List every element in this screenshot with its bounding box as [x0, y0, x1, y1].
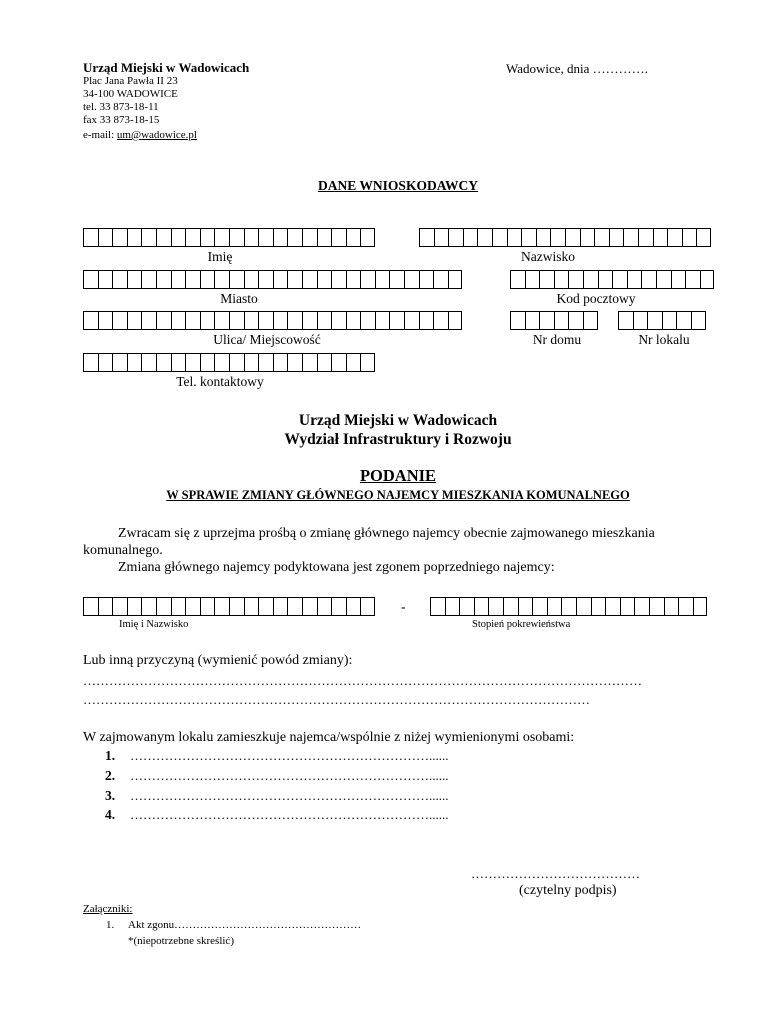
application-title: PODANIE — [359, 466, 437, 485]
char-box[interactable] — [258, 311, 273, 330]
char-box[interactable] — [576, 597, 591, 616]
char-box[interactable] — [98, 597, 113, 616]
resident-row[interactable] — [105, 806, 449, 824]
char-box[interactable] — [258, 270, 273, 289]
attachment-item: Akt zgonu…………………………………………… — [128, 919, 362, 931]
char-box[interactable] — [214, 311, 229, 330]
char-box[interactable] — [503, 597, 518, 616]
char-box[interactable] — [273, 228, 288, 247]
char-box[interactable] — [448, 311, 463, 330]
street-boxes[interactable] — [83, 311, 462, 330]
char-box[interactable] — [127, 353, 142, 372]
char-box[interactable] — [229, 597, 244, 616]
char-box[interactable] — [287, 270, 302, 289]
char-box[interactable] — [647, 311, 662, 330]
char-box[interactable] — [554, 311, 569, 330]
relation-boxes[interactable] — [430, 597, 707, 616]
attachment-note: *(niepotrzebne skreślić) — [128, 935, 234, 947]
char-box[interactable] — [302, 597, 317, 616]
char-box[interactable] — [696, 228, 711, 247]
address-line: Plac Jana Pawła II 23 — [83, 75, 178, 87]
char-box[interactable] — [433, 311, 448, 330]
char-box[interactable] — [678, 597, 693, 616]
char-box[interactable] — [547, 597, 562, 616]
char-box[interactable] — [171, 353, 186, 372]
char-box[interactable] — [171, 270, 186, 289]
char-box[interactable] — [185, 270, 200, 289]
resident-number: 2. — [105, 768, 116, 783]
char-box[interactable] — [83, 228, 98, 247]
recipient-office: Urząd Miejski w Wadowicach — [298, 412, 498, 429]
char-box[interactable] — [521, 228, 536, 247]
char-box[interactable] — [287, 597, 302, 616]
recipient-department: Wydział Infrastruktury i Rozwoju — [284, 431, 512, 448]
char-box[interactable] — [507, 228, 522, 247]
char-box[interactable] — [430, 597, 445, 616]
address-line: fax 33 873-18-15 — [83, 114, 160, 126]
char-box[interactable] — [331, 270, 346, 289]
char-box[interactable] — [360, 270, 375, 289]
char-box[interactable] — [360, 311, 375, 330]
char-box[interactable] — [141, 353, 156, 372]
char-box[interactable] — [664, 597, 679, 616]
char-box[interactable] — [287, 228, 302, 247]
city-boxes[interactable] — [83, 270, 462, 289]
postal-code-boxes[interactable] — [510, 270, 714, 289]
char-box[interactable] — [404, 311, 419, 330]
char-box[interactable] — [510, 270, 525, 289]
char-box[interactable] — [448, 228, 463, 247]
char-box[interactable] — [98, 311, 113, 330]
house-no-boxes[interactable] — [510, 311, 598, 330]
char-box[interactable] — [258, 228, 273, 247]
char-box[interactable] — [583, 311, 598, 330]
char-box[interactable] — [127, 228, 142, 247]
char-box[interactable] — [623, 228, 638, 247]
char-box[interactable] — [389, 311, 404, 330]
char-box[interactable] — [656, 270, 671, 289]
char-box[interactable] — [641, 270, 656, 289]
char-box[interactable] — [667, 228, 682, 247]
char-box[interactable] — [244, 228, 259, 247]
char-box[interactable] — [112, 597, 127, 616]
char-box[interactable] — [375, 311, 390, 330]
char-box[interactable] — [331, 597, 346, 616]
char-box[interactable] — [229, 228, 244, 247]
signature-line[interactable]: ………………………………… — [471, 866, 640, 881]
resident-number: 3. — [105, 788, 116, 803]
char-box[interactable] — [244, 311, 259, 330]
char-box[interactable] — [83, 270, 98, 289]
successor-name-boxes[interactable] — [83, 597, 375, 616]
char-box[interactable] — [360, 228, 375, 247]
paragraph-2: Zmiana głównego najemcy podyktowana jest zgonem poprzedniego najemcy: — [118, 560, 555, 575]
char-box[interactable] — [287, 353, 302, 372]
char-box[interactable] — [200, 228, 215, 247]
char-box[interactable] — [360, 597, 375, 616]
char-box[interactable] — [214, 353, 229, 372]
char-box[interactable] — [620, 597, 635, 616]
char-box[interactable] — [98, 228, 113, 247]
char-box[interactable] — [83, 311, 98, 330]
signature-label: (czytelny podpis) — [519, 883, 617, 898]
char-box[interactable] — [638, 228, 653, 247]
char-box[interactable] — [550, 228, 565, 247]
char-box[interactable] — [510, 311, 525, 330]
char-box[interactable] — [360, 353, 375, 372]
successor-name-label: Imię i Nazwisko — [119, 619, 189, 630]
char-box[interactable] — [682, 228, 697, 247]
char-box[interactable] — [229, 311, 244, 330]
flat-no-label: Nr lokalu — [638, 332, 690, 347]
email-link[interactable]: um@wadowice.pl — [116, 129, 197, 141]
char-box[interactable] — [488, 597, 503, 616]
char-box[interactable] — [141, 597, 156, 616]
char-box[interactable] — [156, 353, 171, 372]
char-box[interactable] — [594, 228, 609, 247]
char-box[interactable] — [112, 311, 127, 330]
char-box[interactable] — [214, 597, 229, 616]
house-no-label: Nr domu — [532, 332, 582, 347]
char-box[interactable] — [649, 597, 664, 616]
char-box[interactable] — [404, 270, 419, 289]
flat-no-boxes[interactable] — [618, 311, 706, 330]
phone-label: Tel. kontaktowy — [176, 374, 264, 389]
char-box[interactable] — [258, 597, 273, 616]
city-label: Miasto — [220, 291, 258, 306]
char-box[interactable] — [693, 597, 708, 616]
char-box[interactable] — [346, 597, 361, 616]
office-name: Urząd Miejski w Wadowicach — [83, 60, 250, 75]
char-box[interactable] — [127, 311, 142, 330]
postal-code-label: Kod pocztowy — [556, 291, 636, 306]
reason-line-1[interactable]: ………………………………………………………………………………………………………………… — [83, 673, 642, 688]
char-box[interactable] — [171, 311, 186, 330]
first-name-boxes[interactable] — [83, 228, 375, 247]
char-box[interactable] — [583, 270, 598, 289]
char-box[interactable] — [302, 353, 317, 372]
char-box[interactable] — [565, 228, 580, 247]
char-box[interactable] — [691, 311, 706, 330]
application-subject: W SPRAWIE ZMIANY GŁÓWNEGO NAJEMCY MIESZKANIA KOMUNALNEGO — [166, 488, 630, 502]
resident-dots: ……………………………………………………………...... — [130, 768, 449, 783]
char-box[interactable] — [302, 270, 317, 289]
resident-dots: ……………………………………………………………...... — [130, 807, 449, 822]
char-box[interactable] — [346, 353, 361, 372]
char-box[interactable] — [331, 353, 346, 372]
resident-dots: ……………………………………………………………...... — [130, 748, 449, 763]
char-box[interactable] — [200, 353, 215, 372]
char-box[interactable] — [561, 597, 576, 616]
address-line: tel. 33 873-18-11 — [83, 101, 159, 113]
resident-number: 1. — [105, 748, 116, 763]
char-box[interactable] — [302, 311, 317, 330]
attachments-title: Załączniki: — [83, 903, 133, 915]
char-box[interactable] — [568, 311, 583, 330]
char-box[interactable] — [459, 597, 474, 616]
char-box[interactable] — [287, 311, 302, 330]
char-box[interactable] — [434, 228, 449, 247]
char-box[interactable] — [346, 270, 361, 289]
char-box[interactable] — [331, 228, 346, 247]
char-box[interactable] — [474, 597, 489, 616]
char-box[interactable] — [185, 311, 200, 330]
char-box[interactable] — [448, 270, 463, 289]
char-box[interactable] — [229, 270, 244, 289]
char-box[interactable] — [653, 228, 668, 247]
char-box[interactable] — [156, 597, 171, 616]
char-box[interactable] — [185, 597, 200, 616]
char-box[interactable] — [317, 353, 332, 372]
resident-row[interactable] — [105, 767, 449, 785]
char-box[interactable] — [598, 270, 613, 289]
char-box[interactable] — [568, 270, 583, 289]
char-box[interactable] — [445, 597, 460, 616]
char-box[interactable] — [185, 353, 200, 372]
relation-label: Stopień pokrewieństwa — [472, 619, 571, 630]
place-date: Wadowice, dnia …………. — [506, 61, 648, 76]
char-box[interactable] — [83, 597, 98, 616]
char-box[interactable] — [618, 311, 633, 330]
char-box[interactable] — [171, 228, 186, 247]
char-box[interactable] — [536, 228, 551, 247]
residents-intro: W zajmowanym lokalu zamieszkuje najemca/wspólnie z niżej wymienionymi osobami: — [83, 730, 575, 745]
char-box[interactable] — [141, 270, 156, 289]
char-box[interactable] — [98, 270, 113, 289]
char-box[interactable] — [662, 311, 677, 330]
char-box[interactable] — [317, 270, 332, 289]
char-box[interactable] — [214, 270, 229, 289]
char-box[interactable] — [539, 270, 554, 289]
resident-row[interactable] — [105, 787, 449, 805]
other-reason-label: Lub inną przyczyną (wymienić powód zmiany): — [83, 653, 353, 668]
char-box[interactable] — [634, 597, 649, 616]
char-box[interactable] — [229, 353, 244, 372]
char-box[interactable] — [518, 597, 533, 616]
char-box[interactable] — [141, 228, 156, 247]
paragraph-1-line-1: Zwracam się z uprzejma prośbą o zmianę głównego najemcy obecnie zajmowanego mieszkania — [118, 526, 655, 541]
char-box[interactable] — [83, 353, 98, 372]
char-box[interactable] — [346, 311, 361, 330]
char-box[interactable] — [273, 597, 288, 616]
dash-separator: - — [401, 599, 406, 614]
attachment-number: 1. — [106, 919, 115, 931]
char-box[interactable] — [477, 228, 492, 247]
char-box[interactable] — [532, 597, 547, 616]
first-name-label: Imię — [207, 249, 233, 264]
char-box[interactable] — [612, 270, 627, 289]
char-box[interactable] — [302, 228, 317, 247]
char-box[interactable] — [554, 270, 569, 289]
char-box[interactable] — [112, 353, 127, 372]
reason-line-2[interactable]: ……………………………………………………………………………………………………… — [83, 692, 590, 707]
char-box[interactable] — [244, 353, 259, 372]
char-box[interactable] — [605, 597, 620, 616]
char-box[interactable] — [273, 270, 288, 289]
char-box[interactable] — [200, 597, 215, 616]
char-box[interactable] — [419, 228, 434, 247]
address-line: 34-100 WADOWICE — [83, 88, 178, 100]
char-box[interactable] — [156, 270, 171, 289]
resident-number: 4. — [105, 807, 116, 822]
char-box[interactable] — [171, 597, 186, 616]
char-box[interactable] — [539, 311, 554, 330]
char-box[interactable] — [112, 228, 127, 247]
char-box[interactable] — [419, 311, 434, 330]
char-box[interactable] — [156, 311, 171, 330]
char-box[interactable] — [127, 270, 142, 289]
char-box[interactable] — [317, 311, 332, 330]
char-box[interactable] — [591, 597, 606, 616]
char-box[interactable] — [244, 597, 259, 616]
char-box[interactable] — [273, 311, 288, 330]
char-box[interactable] — [627, 270, 642, 289]
char-box[interactable] — [317, 597, 332, 616]
char-box[interactable] — [273, 353, 288, 372]
last-name-boxes[interactable] — [419, 228, 711, 247]
paragraph-1-line-2: komunalnego. — [83, 543, 163, 558]
email-label: e-mail: — [83, 129, 117, 141]
char-box[interactable] — [700, 270, 715, 289]
phone-boxes[interactable] — [83, 353, 375, 372]
char-box[interactable] — [214, 228, 229, 247]
section-title: DANE WNIOSKODAWCY — [318, 178, 478, 193]
char-box[interactable] — [433, 270, 448, 289]
char-box[interactable] — [156, 228, 171, 247]
char-box[interactable] — [127, 597, 142, 616]
char-box[interactable] — [492, 228, 507, 247]
char-box[interactable] — [98, 353, 113, 372]
char-box[interactable] — [112, 270, 127, 289]
char-box[interactable] — [346, 228, 361, 247]
char-box[interactable] — [200, 311, 215, 330]
char-box[interactable] — [258, 353, 273, 372]
char-box[interactable] — [685, 270, 700, 289]
char-box[interactable] — [633, 311, 648, 330]
resident-row[interactable] — [105, 747, 449, 765]
char-box[interactable] — [525, 270, 540, 289]
char-box[interactable] — [317, 228, 332, 247]
char-box[interactable] — [141, 311, 156, 330]
char-box[interactable] — [200, 270, 215, 289]
char-box[interactable] — [463, 228, 478, 247]
char-box[interactable] — [580, 228, 595, 247]
char-box[interactable] — [671, 270, 686, 289]
char-box[interactable] — [331, 311, 346, 330]
char-box[interactable] — [375, 270, 390, 289]
resident-dots: ……………………………………………………………...... — [130, 788, 449, 803]
char-box[interactable] — [676, 311, 691, 330]
char-box[interactable] — [419, 270, 434, 289]
char-box[interactable] — [389, 270, 404, 289]
char-box[interactable] — [525, 311, 540, 330]
last-name-label: Nazwisko — [521, 249, 575, 264]
street-label: Ulica/ Miejscowość — [213, 332, 321, 347]
char-box[interactable] — [185, 228, 200, 247]
char-box[interactable] — [244, 270, 259, 289]
char-box[interactable] — [609, 228, 624, 247]
email-line — [83, 129, 197, 142]
